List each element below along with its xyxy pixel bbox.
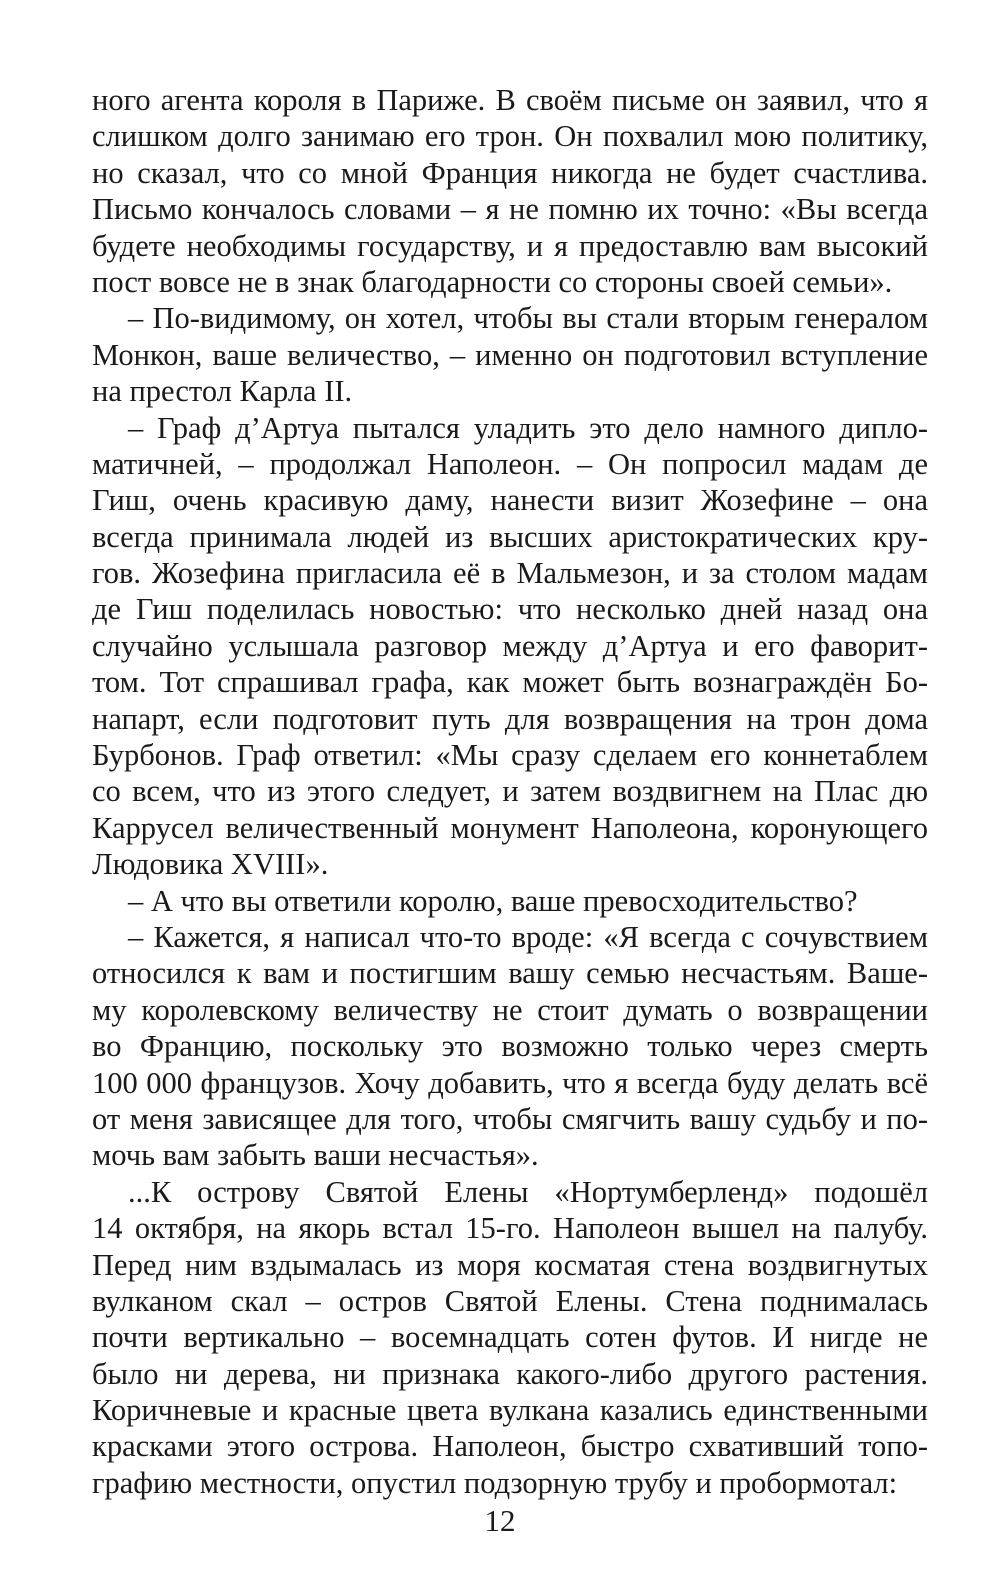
page-number: 12 xyxy=(484,1503,516,1538)
text-line: – Граф д’Артуа пытался уладить это дело намного дипло- xyxy=(128,410,928,445)
text-line: Людовика XVIII». xyxy=(92,847,329,882)
paragraph xyxy=(92,82,928,300)
text-line: Каррусел величественный монумент Наполеона, коронующего xyxy=(92,810,928,845)
page-body xyxy=(92,82,928,1501)
paragraph xyxy=(92,919,928,1174)
text-line: во Францию, поскольку это возможно только через смерть xyxy=(92,1029,928,1064)
text-line: Монкон, ваше величество, – именно он подготовил вступление xyxy=(92,337,928,372)
text-line: относился к вам и постигшим вашу семью несчастьям. Ваше- xyxy=(92,956,928,991)
paragraph xyxy=(92,410,928,883)
text-line: со всем, что из этого следует, и затем воздвигнем на Плас дю xyxy=(92,774,928,809)
text-line: графию местности, опустил подзорную трубу и пробормотал: xyxy=(92,1465,898,1500)
text-line: гов. Жозефина пригласила её в Мальмезон, и за столом мадам xyxy=(92,556,928,591)
text-line: 100 000 французов. Хочу добавить, что я всегда буду делать всё xyxy=(92,1065,928,1100)
text-line: пост вовсе не в знак благодарности со стороны своей семьи». xyxy=(92,264,893,299)
text-line: ...К острову Святой Елены «Нортумберленд» подошёл xyxy=(128,1174,928,1209)
text-line: на престол Карла II. xyxy=(92,374,353,409)
text-line: – Кажется, я написал что-то вроде: «Я всегда с сочувствием xyxy=(128,919,928,954)
text-line: слишком долго занимаю его трон. Он похвалил мою политику, xyxy=(92,119,928,154)
text-line: 14 октября, на якорь встал 15-го. Наполеон вышел на палубу. xyxy=(92,1211,928,1246)
text-line: матичней, – продолжал Наполеон. – Он попросил мадам де xyxy=(92,446,928,481)
text-line: но сказал, что со мной Франция никогда не будет счастлива. xyxy=(92,155,928,190)
text-line: де Гиш поделилась новостью: что несколько дней назад она xyxy=(92,592,928,627)
text-line: – А что вы ответили королю, ваше превосходительство? xyxy=(128,883,858,918)
text-line: Перед ним вздымалась из моря косматая стена воздвигнутых xyxy=(92,1247,928,1282)
text-line: было ни дерева, ни признака какого-либо другого растения. xyxy=(92,1356,928,1391)
text-line: почти вертикально – восемнадцать сотен футов. И нигде не xyxy=(92,1320,928,1355)
text-line: мочь вам забыть ваши несчастья». xyxy=(92,1138,539,1173)
paragraph xyxy=(92,883,928,919)
paragraph xyxy=(92,1174,928,1502)
text-line: случайно услышала разговор между д’Артуа и его фаворит- xyxy=(92,628,928,663)
text-line: му королевскому величеству не стоит думать о возвращении xyxy=(92,992,928,1027)
paragraph xyxy=(92,300,928,409)
text-line: напарт, если подготовит путь для возвращения на трон дома xyxy=(92,701,928,736)
text-line: том. Тот спрашивал графа, как может быть вознаграждён Бо- xyxy=(92,665,928,700)
text-line: от меня зависящее для того, чтобы смягчить вашу судьбу и по- xyxy=(92,1101,928,1136)
text-line: ного агента короля в Париже. В своём письме он заявил, что я xyxy=(92,83,928,117)
text-line: Коричневые и красные цвета вулкана казались единственными xyxy=(92,1393,928,1428)
text-line: всегда принимала людей из высших аристократических кру- xyxy=(92,519,928,554)
text-line: Гиш, очень красивую даму, нанести визит Жозефине – она xyxy=(92,483,928,518)
text-line: будете необходимы государству, и я предоставлю вам высокий xyxy=(92,228,928,263)
text-line: – По-видимому, он хотел, чтобы вы стали вторым генералом xyxy=(128,301,928,336)
text-line: Бурбонов. Граф ответил: «Мы сразу сделаем его коннетаблем xyxy=(92,738,928,773)
text-line: Письмо кончалось словами – я не помню их точно: «Вы всегда xyxy=(92,192,928,227)
text-line: вулканом скал – остров Святой Елены. Стена поднималась xyxy=(92,1283,928,1318)
text-line: красками этого острова. Наполеон, быстро схвативший топо- xyxy=(92,1429,928,1464)
